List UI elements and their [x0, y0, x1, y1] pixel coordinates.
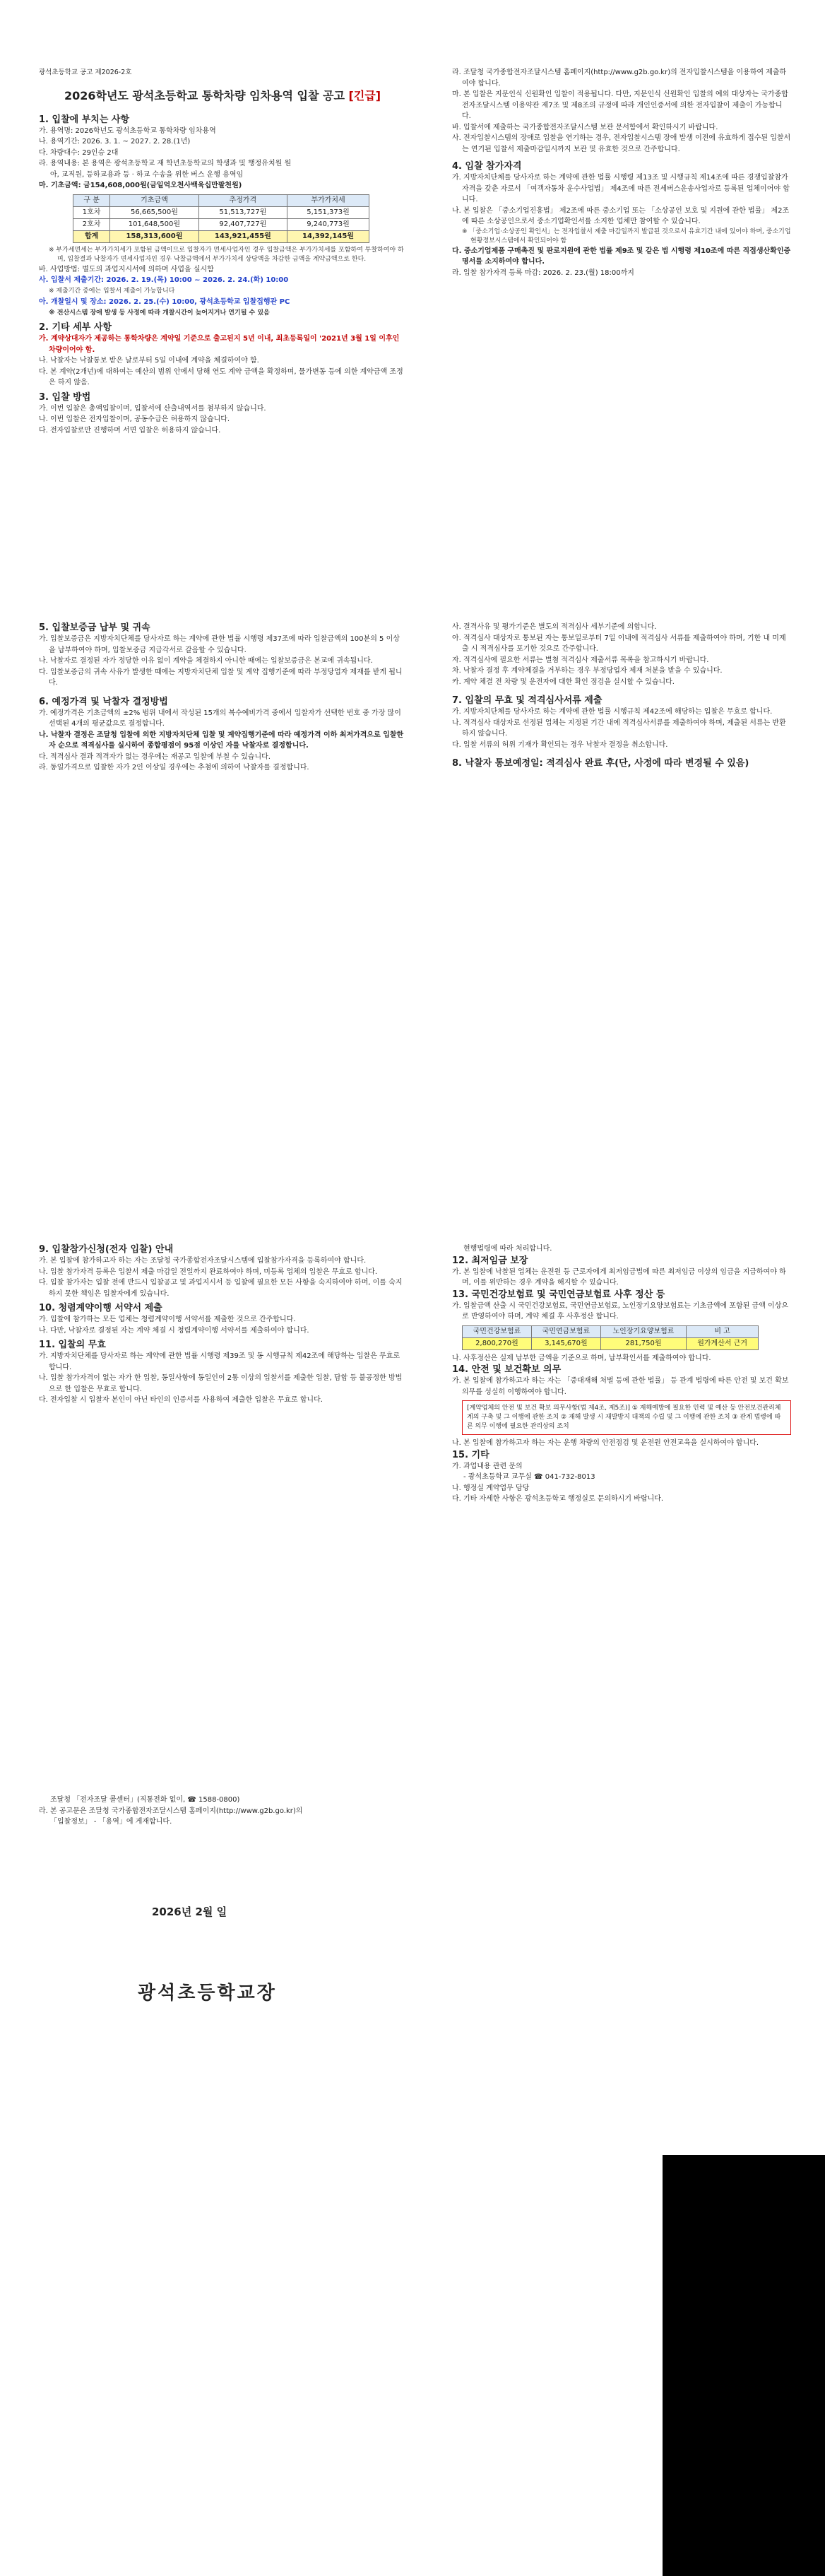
- r2-item-d: 차. 낙찰자 결정 후 계약체결을 거부하는 경우 부정당업자 제재 처분을 받을 수 있습니다.: [452, 667, 723, 675]
- r2-item-c: 자. 적격심사에 필요한 서류는 별첨 적격심사 제출서류 목록을 참고하시기 바랍니다.: [452, 656, 709, 664]
- r1-item-a: 라. 조달청 국가종합전자조달시스템 홈페이지(http://www.g2b.go.kr)의 전자입찰시스템을 이용하여 제출하여야 합니다.: [452, 69, 787, 88]
- r3-continued-text: 현행법령에 따라 처리합니다.: [463, 1245, 552, 1253]
- s2-item-b: 나. 낙찰자는 낙찰통보 받은 날로부터 5일 이내에 계약을 체결하여야 함.: [39, 357, 259, 365]
- s2-item-a-text: 가. 계약상대자가 제공하는 통학차량은 계약일 기준으로 출고된지 5년 이내, 최초등록일이 '2021년 3월 1일 이후인 차량이어야 함.: [39, 335, 400, 354]
- s14-item-b: 나. 본 입찰에 참가하고자 하는 자는 운행 차량의 안전점검 및 운전원 안전교육을 실시하여야 합니다.: [452, 1439, 759, 1447]
- section-9: [39, 1243, 406, 1299]
- table-cell: 56,665,500원: [110, 206, 198, 218]
- th-vat: 부가가치세: [287, 194, 369, 206]
- th-pension: 국민연금보험료: [531, 1325, 600, 1337]
- s4-item-d-text: 다. 중소기업제품 구매촉진 및 판로지원에 관한 법률 제9조 및 같은 법 시행령 제10조에 따른 직접생산확인증명서를 소지하여야 합니다.: [452, 247, 791, 266]
- s1-item-d-cont: 아, 교직원, 등하교용과 등 · 하교 수송을 위한 버스 운행 용역임: [50, 170, 244, 179]
- s3-item-b: 나. 이번 입찰은 전자입찰이며, 공동수급은 허용하지 않습니다.: [39, 415, 230, 423]
- s6-item-b-text: 나. 낙찰자 결정은 조달청 입찰에 의한 지방자치단체 입찰 및 계약집행기준에 따라 예정가격 이하 최저가격으로 입찰한 자 순으로 적격심사를 실시하여 종합평점이 95점 이상인 자를 낙찰자로 결정합니다.: [39, 731, 404, 750]
- section-3-heading: 3. 입찰 방법: [39, 391, 91, 403]
- section-4: [452, 160, 791, 278]
- s1-item-g-note: ※ 제출기간 중에는 입찰서 제출이 가능합니다: [49, 287, 175, 295]
- r1-item-b: 마. 본 입찰은 지문인식 신원확인 입찰이 적용됩니다. 다만, 지문인식 신원확인 입찰의 예외 대상자는 국가종합전자조달시스템 이용약관 제7조 및 제8조의 규정에 따라 개인인증서에 의한 전자입찰이 제출이 가능합니다.: [452, 90, 788, 120]
- table-cell: 158,313,600원: [110, 230, 198, 242]
- r1-item-d: 사. 전자입찰시스템의 장애로 입찰을 연기하는 경우, 전자입찰시스템 장애 발생 이전에 유효하게 접수된 입찰서는 연기된 입찰서 제출마감일시까지 보관 및 유효한 것으로 간주합니다.: [452, 134, 791, 153]
- page-3-left-column: [39, 1243, 406, 1409]
- section-14-heading: 14. 안전 및 보건확보 의무: [452, 1364, 562, 1375]
- table-cell: 9,240,773원: [287, 218, 369, 230]
- s11-item-a: 가. 지방자치단체를 당사자로 하는 계약에 관한 법률 시행령 제39조 및 동 시행규칙 제42조에 해당하는 입찰은 무효로 합니다.: [39, 1352, 400, 1371]
- table-cell: 92,407,727원: [198, 218, 287, 230]
- table-cell: 3,145,670원: [531, 1337, 600, 1349]
- s5-item-a: 가. 입찰보증금은 지방자치단체를 당사자로 하는 계약에 관한 법률 시행령 제37조에 따라 입찰금액의 100분의 5 이상을 납부하여야 하며, 입찰보증금 지급각서로 갈음할 수 있습니다.: [39, 635, 400, 654]
- s9-item-c: 다. 입찰 참가자는 입찰 전에 반드시 입찰공고 및 과업지시서 등 입찰에 필요한 모든 사항을 숙지하여야 하며, 이를 숙지하지 못한 책임은 입찰자에게 있습니다.: [39, 1279, 403, 1298]
- table-row: [73, 206, 369, 218]
- page-3-right-column: [452, 1243, 791, 1505]
- page-2-right-column: [452, 622, 791, 772]
- page-4-left-column: [39, 1795, 406, 1828]
- r1-item-c: 바. 입찰서에 제출하는 국가종합전자조달시스템 보관 문서함에서 확인하시기 바랍니다.: [452, 123, 718, 131]
- s1-item-h-opening: 아. 개찰일시 및 장소: 2026. 2. 25.(수) 10:00, 광석초등학교 입찰집행관 PC: [39, 298, 290, 306]
- page-3: [0, 1243, 825, 1738]
- s1-item-h-note: ※ 전산시스템 장애 발생 등 사정에 따라 개찰시간이 늦어지거나 연기될 수 있음: [49, 309, 270, 317]
- p4-callcenter: 조달청 「전자조달 콜센터」(직통전화 없이, ☎ 1588-0800): [50, 1796, 240, 1804]
- table-cell: 5,151,373원: [287, 206, 369, 218]
- section-11: [39, 1339, 406, 1406]
- section-5: [39, 622, 406, 689]
- s14-item-a: 가. 본 입찰에 참가하고자 하는 자는 「중대재해 처벌 등에 관한 법률」 등 관계 법령에 따른 안전 및 보건 확보 의무를 성실히 이행하여야 합니다.: [452, 1377, 789, 1396]
- s10-item-a: 가. 입찰에 참가하는 모든 업체는 청렴계약이행 서약서를 제출한 것으로 간주합니다.: [39, 1316, 296, 1323]
- base-amount-table-header: [73, 194, 369, 206]
- section-3: [39, 391, 406, 437]
- s4-item-a: 가. 지방자치단체를 당사자로 하는 계약에 관한 법률 시행령 제13조 및 시행규칙 제14조에 따른 경쟁입찰참가자격을 갖춘 자로서 「여객자동차 운수사업법」 제4조에 따른 전세버스운송사업자로 등록된 업체이어야 합니다.: [452, 174, 790, 203]
- th-remarks: 비 고: [687, 1325, 759, 1337]
- s13-item-a: 가. 입찰금액 산출 시 국민건강보험료, 국민연금보험료, 노인장기요양보험료는 기초금액에 포함된 금액 이상으로 반영하여야 하며, 계약 체결 후 사후정산 합니다.: [452, 1301, 789, 1321]
- table-cell: 원가계산서 근거: [687, 1337, 759, 1349]
- r2-item-b: 아. 적격심사 대상자로 통보된 자는 통보일로부터 7일 이내에 적격심사 서류를 제출하여야 하며, 기한 내 미제출 시 적격심사를 포기한 것으로 간주합니다.: [452, 634, 786, 653]
- table-row: [73, 218, 369, 230]
- s4-item-e: 라. 입찰 참가자격 등록 마감: 2026. 2. 23.(월) 18:00까지: [452, 268, 634, 277]
- base-amount-table: [73, 194, 369, 243]
- table-cell: 2호차: [73, 218, 110, 230]
- s7-item-b: 나. 적격심사 대상자로 선정된 업체는 지정된 기간 내에 적격심사서류를 제출하여야 하며, 제출된 서류는 반환하지 않습니다.: [452, 719, 786, 738]
- s7-item-a: 가. 지방자치단체를 당사자로 하는 계약에 관한 법률 시행규칙 제42조에 해당하는 입찰은 무효로 합니다.: [452, 708, 773, 716]
- th-estimated-price: 추정가격: [198, 194, 287, 206]
- s11-item-b: 나. 입찰 참가자격이 없는 자가 한 입찰, 동일사항에 동일인이 2통 이상의 입찰서를 제출한 입찰, 담합 등 불공정한 방법으로 한 입찰은 무효로 합니다.: [39, 1374, 403, 1393]
- page-1: [0, 0, 825, 537]
- s2-item-a: [39, 333, 406, 355]
- th-longterm-care: 노인장기요양보험료: [600, 1325, 686, 1337]
- insurance-table: [462, 1325, 759, 1350]
- issuer-name: 광석초등학교장: [138, 1983, 277, 2004]
- s1-item-e-base-amount: 마. 기초금액: 금154,608,000원(금일억오천사백육십만팔천원): [39, 182, 242, 189]
- s15-contact: - 광석초등학교 교무실 ☎ 041-732-8013: [463, 1473, 595, 1481]
- table-cell: 101,648,500원: [110, 218, 198, 230]
- s1-item-g-submission-period: 사. 입찰서 제출기간: 2026. 2. 19.(목) 10:00 ~ 2026. 2. 24.(화) 10:00: [39, 276, 289, 284]
- p4-item-b: 라. 본 공고문은 조달청 국가종합전자조달시스템 홈페이지(http://www.g2b.go.kr)의: [39, 1807, 303, 1815]
- section-1: [39, 114, 406, 319]
- title-text: 2026학년도 광석초등학교 통학차량 임차용역 입찰 공고: [64, 88, 345, 102]
- s10-item-b: 나. 다만, 낙찰자로 결정된 자는 계약 체결 시 청렴계약이행 서약서를 제출하여야 합니다.: [39, 1326, 309, 1335]
- s6-item-b: [39, 730, 406, 752]
- insurance-table-header: [463, 1325, 759, 1337]
- page-1-right-column: [452, 67, 791, 281]
- s1-item-c: 다. 차량대수: 29인승 2대: [39, 148, 119, 157]
- s9-item-a: 가. 본 입찰에 참가하고자 하는 자는 조달청 국가종합전자조달시스템에 입찰참가자격을 등록하여야 합니다.: [39, 1257, 367, 1265]
- table-sum-row: [73, 230, 369, 242]
- blank-area: [663, 2155, 825, 2576]
- s4-item-d: [452, 246, 791, 268]
- s3-item-a: 가. 이번 입찰은 총액입찰이며, 입찰서에 산출내역서를 첨부하지 않습니다.: [39, 404, 266, 413]
- section-2: [39, 321, 406, 389]
- section-11-heading: 11. 입찰의 무효: [39, 1340, 106, 1350]
- th-base-amount: 기초금액: [110, 194, 198, 206]
- document-title: [39, 88, 406, 104]
- s9-item-b: 나. 입찰 참가자격 등록은 입찰서 제출 마감일 전일까지 완료하여야 하며, 미등록 업체의 입찰은 무효로 합니다.: [39, 1268, 378, 1276]
- section-8: [452, 757, 791, 769]
- s1-item-b: 나. 용역기간: 2026. 3. 1. ~ 2027. 2. 28.(1년): [39, 138, 191, 146]
- s7-item-c: 다. 입찰 서류의 허위 기재가 확인되는 경우 낙찰자 결정을 취소합니다.: [452, 740, 668, 749]
- s2-item-c: 다. 본 계약(2개년)에 대하여는 예산의 범위 안에서 당해 연도 계약 금액을 확정하며, 물가변동 등에 의한 계약금액 조정은 하지 않음.: [39, 367, 403, 386]
- s5-item-b: 나. 낙찰자로 결정된 자가 정당한 이유 없이 계약을 체결하지 아니한 때에는 입찰보증금은 본교에 귀속됩니다.: [39, 657, 373, 665]
- section-10-heading: 10. 청렴계약이행 서약서 제출: [39, 1303, 162, 1313]
- r2-item-e: 카. 계약 체결 전 차량 및 운전자에 대한 확인 점검을 실시할 수 있습니다.: [452, 678, 675, 686]
- section-6-heading: 6. 예정가격 및 낙찰자 결정방법: [39, 696, 168, 707]
- s1-item-d: 라. 용역내용: 본 용역은 광석초등학교 재 학년초등학교의 학생과 및 행정유치원 원: [39, 160, 292, 167]
- section-15-heading: 15. 기타: [452, 1449, 489, 1460]
- section-4-heading: 4. 입찰 참가자격: [452, 161, 522, 172]
- table-cell: 143,921,455원: [198, 230, 287, 242]
- th-health-insurance: 국민건강보험료: [463, 1325, 532, 1337]
- table-cell: 합계: [73, 230, 110, 242]
- table-cell: 281,750원: [600, 1337, 686, 1349]
- section-8-heading: 8. 낙찰자 통보예정일: 적격심사 완료 후(단, 사정에 따라 변경될 수 있음): [452, 758, 749, 769]
- section-2-heading: 2. 기타 세부 사항: [39, 322, 112, 333]
- s6-item-a: 가. 예정가격은 기초금액의 ±2% 범위 내에서 작성된 15개의 복수예비가격 중에서 입찰자가 선택한 번호 중 가장 많이 선택된 4개의 평균값으로 결정합니다.: [39, 709, 401, 728]
- section-12-heading: 12. 최저임금 보장: [452, 1255, 528, 1266]
- page-1-left-column: [39, 67, 406, 439]
- section-13-heading: 13. 국민건강보험료 및 국민연금보험료 사후 정산 등: [452, 1289, 665, 1300]
- s1-item-a: 가. 용역명: 2026학년도 광석초등학교 통학차량 임차용역: [39, 126, 216, 135]
- s1-item-f: 바. 사업방법: 별도의 과업지시서에 의하며 사업을 실시함: [39, 265, 214, 273]
- r2-item-a: 사. 결격사유 및 평가기준은 별도의 적격심사 세부기준에 의합니다.: [452, 623, 657, 631]
- s1-vat-note: ※ 부가세면세는 부가가치세가 포함된 금액이므로 입찰자가 면세사업자인 경우 입찰금액은 부가가치세를 포함하여 투찰하여야 하며, 입찰결과 낙찰자가 면세사업자인 경우 낙찰금액에서 부가가치세 상당액을 차감한 금액을 계약금액으로 한다.: [49, 246, 404, 263]
- section-10: [39, 1302, 406, 1336]
- section-1-heading: 1. 입찰에 부치는 사항: [39, 114, 130, 125]
- s15-item-c: 다. 기타 자세한 사항은 광석초등학교 행정실로 문의하시기 바랍니다.: [452, 1495, 664, 1503]
- s6-item-c: 다. 적격심사 결과 적격자가 없는 경우에는 재공고 입찰에 부칠 수 있습니다.: [39, 752, 271, 761]
- table-cell: 51,513,727원: [198, 206, 287, 218]
- table-row: [463, 1337, 759, 1349]
- notice-number: 광석초등학교 공고 제2026-2호: [39, 69, 132, 76]
- section-6: [39, 696, 406, 774]
- s3-item-c: 다. 전자입찰로만 진행하며 서면 입찰은 허용하지 않습니다.: [39, 426, 221, 435]
- s15-item-a: 가. 과업내용 관련 문의: [452, 1462, 523, 1470]
- s4-item-b: 나. 본 입찰은 「중소기업진흥법」 제2조에 따른 중소기업 또는 「소상공인 보호 및 지원에 관한 법률」 제2조에 따른 소상공인으로서 중소기업확인서를 소지한 업체만 참여할 수 있습니다.: [452, 206, 790, 225]
- safety-obligation-box: [계약업체의 안전 및 보건 확보 의무사항(법 제4조, 제5조)] ① 재해예방에 필요한 인력 및 예산 등 안전보건관리체계의 구축 및 그 이행에 관한 조치 ② 재해 발생 시 재발방지 대책의 수립 및 그 이행에 관한 조치 ③ 관계 법령에 따른 의무 이행에 필요한 관리상의 조치: [462, 1400, 791, 1435]
- section-9-heading: 9. 입찰참가신청(전자 입찰) 안내: [39, 1244, 174, 1255]
- table-cell: 14,392,145원: [287, 230, 369, 242]
- section-7-heading: 7. 입찰의 무효 및 적격심사서류 제출: [452, 695, 603, 706]
- page-4: [0, 1738, 825, 2576]
- s13-item-b: 나. 사후정산은 실제 납부한 금액을 기준으로 하며, 납부확인서를 제출하여야 합니다.: [452, 1354, 711, 1362]
- s5-item-c: 다. 입찰보증금의 귀속 사유가 발생한 때에는 지방자치단체 입찰 및 계약 집행기준에 따라 부정당업자 제재를 받게 됩니다.: [39, 668, 403, 687]
- page-2: [0, 608, 825, 1243]
- s11-item-c: 다. 전자입찰 시 입찰자 본인이 아닌 타인의 인증서를 사용하여 제출한 입찰은 무효로 합니다.: [39, 1396, 323, 1404]
- table-cell: 1호차: [73, 206, 110, 218]
- th-category: 구 분: [73, 194, 110, 206]
- issue-date: 2026년 2월 일: [152, 1906, 227, 1918]
- s6-item-d: 라. 동일가격으로 입찰한 자가 2인 이상일 경우에는 추첨에 의하여 낙찰자를 결정합니다.: [39, 764, 309, 772]
- s15-item-b: 나. 행정실 계약업무 담당: [452, 1484, 530, 1492]
- section-7: [452, 695, 791, 750]
- table-cell: 2,800,270원: [463, 1337, 532, 1349]
- urgent-tag: [긴급]: [348, 88, 381, 102]
- s4-note: ※ 「중소기업·소상공인 확인서」는 전자입찰서 제출 마감일까지 발급된 것으로서 유효기간 내에 있어야 하며, 중소기업현황정보시스템에서 확인되어야 함: [462, 228, 791, 244]
- p4-item-b-cont: 「입찰정보」 - 「용역」에 게재합니다.: [50, 1818, 172, 1826]
- section-5-heading: 5. 입찰보증금 납부 및 귀속: [39, 622, 150, 633]
- s12-item-a: 가. 본 입찰에 낙찰된 업체는 운전원 등 근로자에게 최저임금법에 따른 최저임금 이상의 임금을 지급하여야 하며, 이를 위반하는 경우 계약을 해지할 수 있습니다.: [452, 1268, 786, 1287]
- page-2-left-column: [39, 622, 406, 776]
